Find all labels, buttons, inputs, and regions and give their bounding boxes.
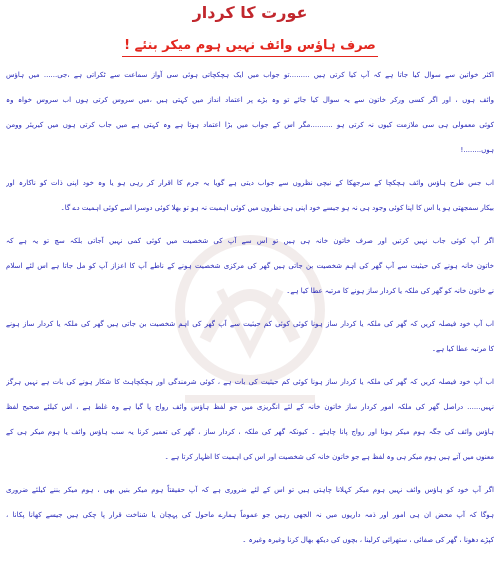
- article-line: نہیں...... دراصل گھر کی ملکہ امور کردار ساز خاتون خانہ کے لئے انگریزی میں جو لفظ ہاؤس وائف رواج پا گیا ہے وہ غلط ہے ، اس کیلئے صحیح لفظ: [6, 403, 494, 411]
- article-paragraph: [6, 171, 494, 221]
- article-line: بیکار سمجھتی ہو یا اس کا اپنا کوئی وجود ہی نہ ہو جیسے خود اپنی ہی نظروں میں کوئی اہمیت نہ ہو تو بھلا کوئی دوسرا اسے کوئی اہمیت دے گا۔: [60, 204, 494, 212]
- article-paragraph: [6, 312, 494, 362]
- article-line: اگر آپ کوئی جاب نہیں کرتیں اور صرف خاتون خانہ ہی ہیں تو اس سے آپ کی شخصیت میں کوئی کمی نہیں آجاتی بلکہ سچ تو یہ ہے کہ: [6, 237, 494, 245]
- article-line: اکثر خواتین سے سوال کیا جاتا ہے کہ آپ کیا کرتی ہیں .........تو جواب میں ایک ہچکچاتی ہوئی سی آواز سماعت سے ٹکراتی ہے ،جی...... میں ہاؤس: [6, 71, 494, 79]
- article-line: اگر آپ خود کو ہاؤس وائف نہیں ہوم میکر کہلانا چاہتی ہیں تو اس کے لئے ضروری ہے کہ آپ حقیقتاً ہوم میکر بنیں بھی ، ہوم میکر بننے کیلئے ضروری: [6, 486, 494, 494]
- article-line: کوئی معمولی ہی سی ملازمت کیوں نہ کرتی ہو ..........مگر اس کے جواب میں بڑا اعتماد ہوتا ہے وہ کہتی ہے میں جاب کرتی ہوں میں کیریئر وومن: [6, 121, 494, 129]
- article-body: [0, 63, 500, 553]
- article-line: وائف ہوں ، اور اگر کسی ورکر خاتون سے یہ سوال کیا جائے تو وہ بڑے پر اعتماد انداز میں کہتی ہیں ،میں سروس کرتی ہوں اب سروس خواہ وہ: [6, 96, 494, 104]
- article-line: معنوں میں آتے ہیں ہوم میکر ہی وہ لفظ ہے جو خاتون خانہ کی شخصیت اور اس کی اہمیت کا اظہار کرتا ہے ۔: [164, 453, 494, 461]
- article-subtitle-wrap: [0, 34, 500, 56]
- article-line: خاتون خانہ ہونے کی حیثیت سے آپ گھر کی اہم شخصیت بن جاتی ہیں گھر کی مرکزی شخصیت ہونے کے ناطے آپ کا اعزاز آپ کو مل جاتا ہے اس لئے اسلام: [6, 262, 494, 270]
- article-line: اب جس طرح ہاؤس وائف ہچکچا کے سرجھکا کے نیچی نظروں سے جواب دیتی ہے گویا یہ جرم کا اقرار کر رہی ہو یا وہ خود اپنی ذات کو ناکارہ اور: [6, 179, 494, 187]
- article-line: اب آپ خود فیصلہ کریں کہ گھر کی ملکہ یا کردار ساز ہونا کوئی کم حیثیت کی بات ہے ، کوئی شرمندگی اور ہچکچاہٹ کا شکار ہونے کی بات ہے نہیں ہرگز: [6, 378, 494, 386]
- article-line: ہوگا کہ آپ محض ان ہی امور اور ذمہ داریوں میں نہ الجھی رہیں جو عموماً ہمارے ماحول کی پہچان یا شناخت قرار پا چکی ہیں جیسے کھانا پکانا ،: [6, 511, 494, 519]
- article-line: اب آپ خود فیصلہ کریں کہ گھر کی ملکہ یا کردار ساز ہونا کوئی کوئی کم حیثیت سے آپ گھر کی اہم شخصیت بن جاتی ہیں گھر کی ملکہ یا کردار ساز ہونے: [6, 320, 494, 328]
- article-line: نے خاتون خانہ کو گھر کی ملکہ یا کردار ساز ہونے کا مرتبہ عطا کیا ہے۔: [286, 287, 494, 295]
- article-subtitle: صرف ہاؤس وائف نہیں ہوم میکر بنئے !: [122, 36, 378, 57]
- article-header: [0, 0, 500, 56]
- article-line: کا مرتبہ عطا کیا ہے۔: [431, 345, 494, 353]
- article-paragraph: [6, 229, 494, 304]
- article-paragraph: [6, 63, 494, 163]
- article-paragraph: [6, 478, 494, 553]
- article-line: کپڑے دھونا ، گھر کی صفائی ، ستھرائی کرلینا ، بچوں کی دیکھ بھال کرنا وغیرہ وغیرہ ۔: [242, 536, 494, 544]
- article-line: ہاؤس وائف کی جگہ ہوم میکر ہونا اور رواج پانا چاہئے ۔ کیونکہ گھر کی ملکہ ، کردار ساز ، گھر کی تعمیر کرنا یہ سب ہاؤس وائف یا ہوم میکر ہی کے: [6, 428, 494, 436]
- article-paragraph: [6, 370, 494, 470]
- article-title: عورت کا کردار: [192, 3, 308, 22]
- article-line: ہوں........!: [460, 146, 494, 154]
